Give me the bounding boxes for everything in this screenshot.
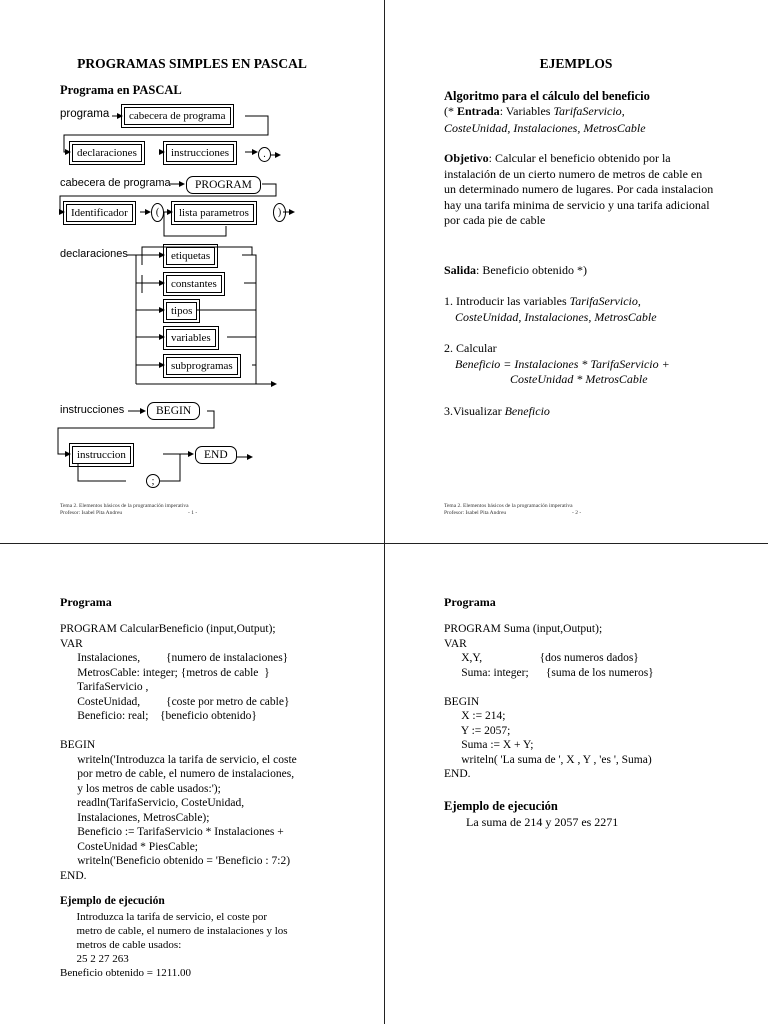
- decl-subprogramas: subprogramas: [166, 357, 238, 375]
- program-box: PROGRAM: [186, 176, 261, 194]
- cabecera-box: cabecera de programa: [124, 107, 231, 125]
- instruccion-box: instruccion: [72, 446, 131, 464]
- declaraciones-box: declaraciones: [72, 144, 142, 162]
- step-1-text: 1. Introducir las variables: [444, 294, 570, 308]
- entrada-comma: ,: [621, 104, 625, 118]
- slide-title: PROGRAMAS SIMPLES EN PASCAL: [77, 56, 307, 71]
- program-code: PROGRAM CalcularBeneficio (input,Output); VAR Instalaciones, {numero de instalaciones} MetrosCable: integer; {metros de cable } TarifaServicio , CosteUnidad, {coste por metro de cable} Beneficio: real; {beneficio obtenido} BEGIN writeln('Introduzca la tarifa de servicio, el coste por metro de cable, el numero de instalaciones, y los metros de cable usados:'); readln(TarifaServicio, CosteUnidad, Instalaciones, MetrosCable); Beneficio := TarifaServicio * Instalaciones + CosteUnidad * PiesCable; writeln('Beneficio obtenido = 'Beneficio : 7:2) END.: [60, 623, 297, 882]
- close-paren-terminal: ): [273, 203, 286, 222]
- instrucciones-box: instrucciones: [166, 144, 234, 162]
- step-1-var: TarifaServicio: [569, 294, 638, 308]
- slide-programa-beneficio: [0, 544, 384, 1024]
- salida-text: : Beneficio obtenido *): [476, 263, 587, 277]
- decl-constantes: constantes: [166, 275, 222, 293]
- entrada-vars-line: CosteUnidad, Instalaciones, MetrosCable: [444, 121, 646, 135]
- step-3-text: 3.Visualizar: [444, 404, 505, 418]
- section-heading: Programa: [60, 595, 112, 609]
- identificador-box: Identificador: [66, 204, 133, 222]
- lista-parametros-box: lista parametros: [174, 204, 254, 222]
- salida-line: [444, 263, 587, 278]
- declaraciones-label: declaraciones: [60, 248, 128, 260]
- entrada-var-tarifa: TarifaServicio: [553, 104, 622, 118]
- entrada-text: : Variables: [499, 104, 554, 118]
- footer-page-number: - 1 -: [188, 510, 198, 516]
- step-3-var: Beneficio: [504, 404, 550, 418]
- entrada-line: [444, 104, 625, 119]
- slide-subtitle: Programa en PASCAL: [60, 83, 182, 97]
- open-paren-terminal: (: [151, 203, 164, 222]
- formula-line-1: Beneficio = Instalaciones * TarifaServicio +: [455, 357, 670, 371]
- decl-tipos: tipos: [166, 302, 197, 320]
- step-1-comma: ,: [637, 294, 641, 308]
- objetivo-paragraph: [444, 151, 714, 229]
- step-1-vars: CosteUnidad, Instalaciones, MetrosCable: [455, 310, 657, 324]
- slide-title: EJEMPLOS: [539, 56, 613, 71]
- decl-etiquetas: etiquetas: [166, 247, 215, 265]
- footer-page-number: - 2 -: [572, 510, 582, 516]
- slide-syntax-diagrams: [0, 0, 384, 516]
- footer-author: Profesor: Isabel Pita Andreu: [444, 510, 507, 516]
- comment-open: (*: [444, 104, 457, 118]
- ejemplo-heading: Ejemplo de ejecución: [444, 799, 558, 813]
- step-2: 2. Calcular: [444, 341, 497, 355]
- formula-line-2: CosteUnidad * MetrosCable: [510, 372, 648, 386]
- footer-course: Tema 2. Elementos básicos de la programación imperativa: [60, 503, 189, 509]
- instrucciones-label: instrucciones: [60, 404, 125, 416]
- section-heading: Programa: [444, 595, 496, 609]
- step-3: [444, 404, 550, 419]
- begin-box: BEGIN: [147, 402, 200, 420]
- program-code: PROGRAM Suma (input,Output); VAR X,Y, {dos numeros dados} Suma: integer; {suma de los numeros} BEGIN X := 214; Y := 2057; Suma := X + Y; writeln( 'La suma de ', X , Y , 'es ', Suma) END.: [444, 623, 654, 780]
- dot-terminal: .: [258, 147, 271, 162]
- decl-variables: variables: [166, 329, 216, 347]
- ejemplo-output: Introduzca la tarifa de servicio, el coste por metro de cable, el numero de instalaciones y los metros de cable usados: 25 2 27 263 Beneficio obtenido = 1211.00: [60, 911, 288, 979]
- footer-author: Profesor: Isabel Pita Andreu: [60, 510, 123, 516]
- footer-course: Tema 2. Elementos básicos de la programación imperativa: [444, 503, 573, 509]
- entrada-label: Entrada: [457, 104, 500, 118]
- objetivo-label: Objetivo: [444, 151, 489, 165]
- cabecera-label: cabecera de programa: [60, 177, 171, 189]
- step-1: [444, 294, 641, 309]
- ejemplo-heading: Ejemplo de ejecución: [60, 895, 165, 907]
- ejemplo-output: La suma de 214 y 2057 es 2271: [466, 815, 619, 829]
- end-box: END: [195, 446, 237, 464]
- programa-label: programa: [60, 108, 110, 120]
- slide-ejemplos: [384, 0, 768, 516]
- semicolon-terminal: ;: [146, 474, 160, 488]
- salida-label: Salida: [444, 263, 477, 277]
- algorithm-title: Algoritmo para el cálculo del beneficio: [444, 89, 650, 103]
- objetivo-text: : Calcular el beneficio obtenido por la instalación de un cierto numero de metros de cable en un determinado numero de lugares. Por cada instalacion hay una tarifa minima de servicio y una tarifa adicional por cada pie de cable: [444, 151, 714, 227]
- slide-programa-suma: [384, 544, 768, 1024]
